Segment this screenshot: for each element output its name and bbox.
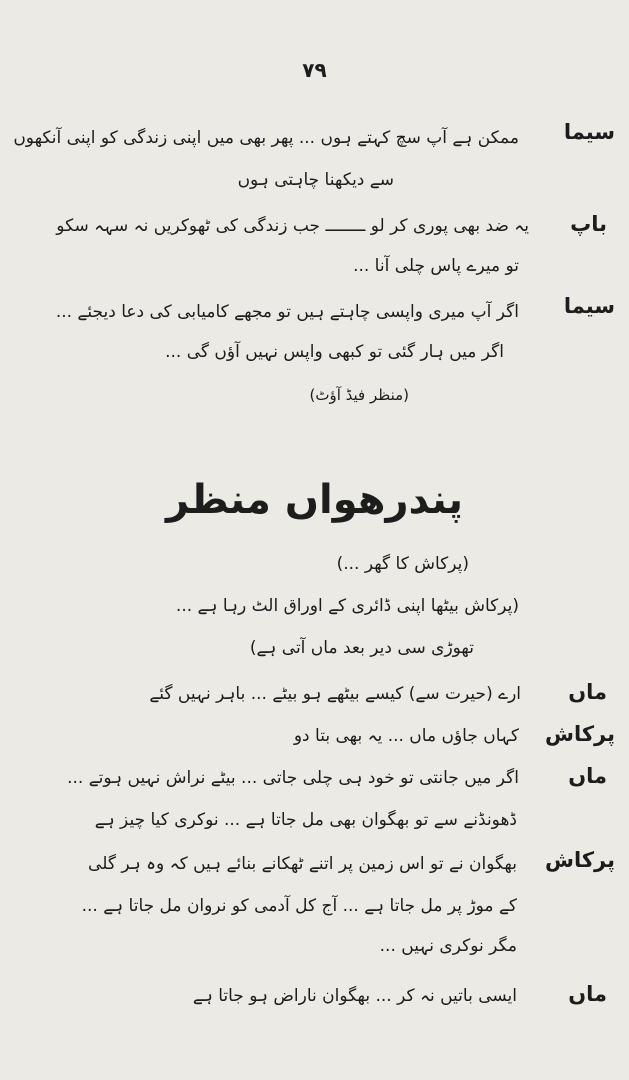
speaker-mother: ماں xyxy=(568,764,607,788)
dialogue-line: مگر نوکری نہیں ... xyxy=(379,936,517,956)
speaker-father: باپ xyxy=(570,212,607,236)
dialogue-line: اگر میں ہار گئی تو کبھی واپس نہیں آؤں گی ... xyxy=(165,342,504,362)
speaker-seema: سیما xyxy=(563,120,615,144)
dialogue-line: یہ ضد بھی پوری کر لو ــــــــ جب زندگی کی ٹھوکریں نہ سہہ سکو xyxy=(56,216,529,236)
speaker-mother: ماں xyxy=(568,680,607,704)
speaker-prakash: پرکاش xyxy=(544,722,615,746)
dialogue-line: اگر میں جانتی تو خود ہی چلی جاتی ... بیٹے نراش نہیں ہوتے ... xyxy=(67,768,519,788)
dialogue-line: ڈھونڈنے سے تو بھگوان بھی مل جاتا ہے ... نوکری کیا چیز ہے xyxy=(94,810,517,830)
dialogue-line: ارے (حیرت سے) کیسے بیٹھے ہو بیٹے ... باہر نہیں گئے xyxy=(149,684,521,704)
stage-direction: تھوڑی سی دیر بعد ماں آتی ہے) xyxy=(249,638,474,658)
dialogue-line: ممکن ہے آپ سچ کہتے ہوں ... پھر بھی میں اپنی زندگی کو اپنی آنکھوں xyxy=(13,128,519,148)
dialogue-line: ایسی باتیں نہ کر ... بھگوان ناراض ہو جاتا ہے xyxy=(192,986,517,1006)
dialogue-line: تو میرے پاس چلی آنا ... xyxy=(353,256,519,276)
stage-direction: (پرکاش کا گھر ...) xyxy=(336,554,469,574)
dialogue-line: کے موڑ پر مل جاتا ہے ... آج کل آدمی کو نروان مل جاتا ہے ... xyxy=(81,896,517,916)
dialogue-line: سے دیکھنا چاہتی ہوں xyxy=(237,170,394,190)
speaker-mother: ماں xyxy=(568,982,607,1006)
scene-heading: پندرھواں منظر xyxy=(165,477,463,523)
dialogue-line: بھگوان نے تو اس زمین پر اتنے ٹھکانے بنائے ہیں کہ وہ ہر گلی xyxy=(88,854,517,874)
stage-direction: (پرکاش بیٹھا اپنی ڈائری کے اوراق الٹ رہا ہے ... xyxy=(175,596,519,616)
fade-out-note: (منظر فیڈ آؤٹ) xyxy=(309,386,409,404)
dialogue-line: اگر آپ میری واپسی چاہتے ہیں تو مجھے کامیابی کی دعا دیجئے ... xyxy=(55,302,519,322)
dialogue-line: کہاں جاؤں ماں ... یہ بھی بتا دو xyxy=(293,726,519,746)
page-number: ۷۹ xyxy=(302,58,327,82)
speaker-prakash: پرکاش xyxy=(544,848,615,872)
speaker-seema: سیما xyxy=(563,294,615,318)
